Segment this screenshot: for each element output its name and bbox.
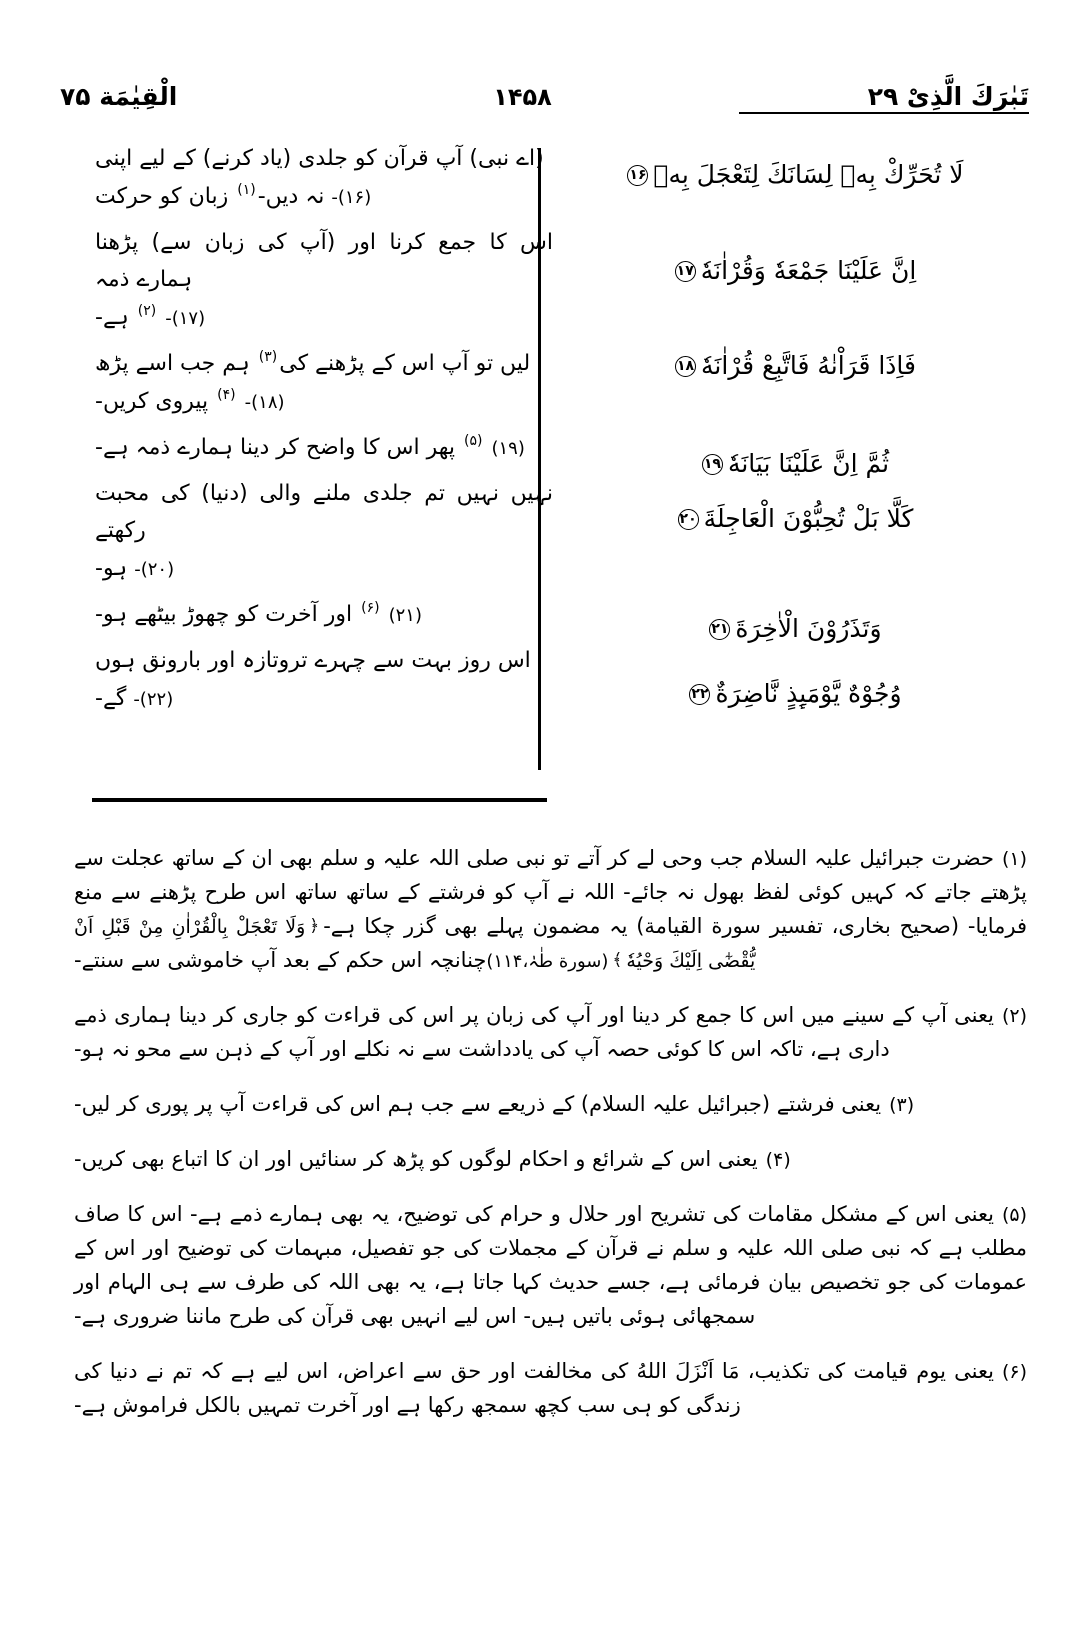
- translation-block: [95, 140, 553, 216]
- footnote-number: (۲): [1001, 1005, 1027, 1028]
- footnote-text: یعنی یوم قیامت کی تکذیب، مَا اَنْزَلَ اللهُ کی مخالفت اور حق سے اعراض، اس لیے ہے کہ تم نے دنیا کی زندگی کو ہی سب کچھ سمجھ رکھا ہے اور آخرت تمہیں بالکل فراموش ہے-: [74, 1359, 994, 1418]
- translation-text: گے-: [95, 685, 127, 711]
- translation-line: [95, 178, 553, 216]
- ayah-line: [565, 156, 1021, 194]
- translation-line: [95, 429, 553, 467]
- ayah-number: ۲۲: [689, 684, 710, 705]
- page-number: ۱۴۵۸: [493, 83, 552, 112]
- footnote-number: (۵): [1001, 1204, 1027, 1227]
- ayah-line: [565, 675, 1021, 713]
- translation-text: پھر اس کا واضح کر دینا ہمارے ذمہ ہے-: [95, 434, 456, 460]
- translation-block: [95, 429, 553, 467]
- page-header: [60, 62, 1029, 112]
- ornament-icon: ﴾: [612, 950, 623, 971]
- translation-line: [95, 475, 553, 551]
- translation-line: [95, 642, 553, 680]
- translation-text: اس روز بہت سے چہرے تروتازہ اور بارونق ہوں: [95, 647, 531, 673]
- ayah-line: [565, 610, 1021, 648]
- verse-reference: (۱۶)-: [331, 186, 372, 208]
- translation-text: نہیں نہیں تم جلدی ملنے والی (دنیا) کی محبت رکھتے: [95, 480, 553, 544]
- footnote-text: حضرت جبرائیل علیہ السلام جب وحی لے کر آتے تو نبی صلی اللہ علیہ و سلم بھی ان کے ساتھ عجلت سے پڑھتے جاتے کہ کہیں کوئی لفظ بھول نہ جائے- اللہ نے آپ کو فرشتے کے ساتھ ساتھ اس طرح پڑھنے سے منع فرمایا- (صحیح بخاری، تفسیر سورة القیامة) یہ مضمون پہلے بھی گزر چکا ہے-: [74, 846, 1027, 939]
- footnote-separator-rule: [92, 798, 547, 802]
- footnote-item: [74, 998, 1027, 1066]
- ayah-number: ۱۶: [627, 165, 648, 186]
- footnote-text: یعنی فرشتے (جبرائیل علیہ السلام) کے ذریعے سے جب ہم اس کی قراءت آپ پر پوری کر لیں-: [74, 1092, 882, 1117]
- ayah-text: فَاِذَا قَرَاْنٰهُ فَاتَّبِعْ قُرْاٰنَهٗ: [701, 351, 916, 380]
- footnote-number: (۱): [1001, 848, 1027, 870]
- ayah-line: [565, 347, 1021, 385]
- ornament-icon: ﴿: [309, 916, 320, 937]
- ayah-number: ۱۹: [702, 454, 723, 475]
- verse-reference: (۲۱): [388, 605, 422, 627]
- verse-reference: (۱۸)-: [244, 391, 285, 413]
- footnote-text: یعنی آپ کے سینے میں اس کا جمع کر دینا اور آپ کی زبان پر اس کی قراءت کو جاری کر دینا ہماری ذمے داری ہے، تاکہ اس کا کوئی حصہ آپ کی یادداشت سے نہ نکلے اور آپ کے ذہن سے محو نہ ہو-: [74, 1003, 994, 1062]
- translation-line: [95, 140, 553, 178]
- ayah-number: ۲۰: [678, 509, 699, 530]
- ayah-line: [565, 445, 1021, 483]
- translation-line: [95, 299, 553, 337]
- translation-block: [95, 224, 553, 337]
- translation-text: زبان کو حرکت: [95, 183, 229, 209]
- footnote-ref: (۴): [217, 386, 236, 403]
- translation-line: [95, 383, 553, 421]
- ayah-text: لَا تُحَرِّكْ بِهٖ لِسَانَكَ لِتَعْجَلَ بِهٖ: [653, 160, 964, 189]
- footnotes-section: [74, 820, 1027, 1424]
- verse-reference: (۲۰)-: [134, 559, 175, 581]
- translation-text: نہ دیں-: [257, 183, 325, 209]
- footnote-item: [74, 1142, 1027, 1176]
- footnote-number: (۶): [1001, 1361, 1027, 1384]
- footnote-quran-quote: وَلَا تَعْجَلْ بِالْقُرْاٰنِ مِنْ قَبْلِ اَنْ يُّقْضٰٓى اِلَيْكَ وَحْيُهٗ: [74, 916, 756, 973]
- urdu-translation-column: [89, 140, 559, 770]
- footnote-item: [74, 841, 1027, 977]
- verse-reference: (۲۲)-: [133, 688, 174, 710]
- ayah-number: ۱۸: [675, 356, 696, 377]
- translation-text: لیں تو آپ اس کے پڑھنے کی: [279, 351, 531, 377]
- translation-line: [95, 680, 553, 718]
- verse-reference: (۱۹): [491, 437, 525, 459]
- footnote-number: (۴): [765, 1149, 791, 1172]
- ayah-number: ۱۷: [675, 261, 696, 282]
- translation-line: [95, 596, 553, 634]
- translation-block: [95, 475, 553, 588]
- translation-block: [95, 596, 553, 634]
- translation-text: (اے نبی) آپ قرآن کو جلدی (یاد کرنے) کے لیے اپنی: [95, 146, 544, 171]
- translation-line: [95, 345, 553, 383]
- translation-text: اور آخرت کو چھوڑ بیٹھے ہو-: [95, 602, 353, 628]
- footnote-ref: (۱): [237, 181, 256, 198]
- footnote-item: [74, 1087, 1027, 1121]
- ayah-text: ثُمَّ اِنَّ عَلَيْنَا بَيَانَهٗ: [727, 448, 890, 478]
- ayah-text: وُجُوْهٌ يَّوْمَىِٕذٍ نَّاضِرَةٌ: [715, 679, 902, 708]
- footnote-ref: (۲): [137, 303, 157, 320]
- footnote-text: یعنی اس کے مشکل مقامات کی تشریح اور حلال و حرام کی توضیح، یہ بھی ہمارے ذمے ہے- اس کا صاف مطلب ہے کہ نبی صلی اللہ علیہ و سلم نے قرآن کے مجملات کی جو تفصیل، مبہمات کی توضیح اور اس کے عمومات کی جو تخصیص بیان فرمائی ہے، جسے حدیث کہا جاتا ہے، یہ بھی اللہ کی طرف سے ہی الہام اور سمجھائی ہوئی باتیں ہیں- اس لیے انہیں بھی قرآن کی طرح ماننا ضروری ہے-: [74, 1202, 1027, 1329]
- header-divider-rule: [739, 112, 1029, 114]
- ayah-number: ۲۱: [709, 619, 730, 640]
- ayah-line: [565, 252, 1021, 290]
- footnote-citation: (سورة طٰہٰ،۱۱۴): [486, 951, 609, 973]
- ayah-line: [565, 500, 1021, 538]
- footnote-text: یعنی اس کے شرائع و احکام لوگوں کو پڑھ کر سنائیں اور ان کا اتباع بھی کریں-: [74, 1147, 758, 1172]
- translation-block: [95, 345, 553, 421]
- footnote-ref: (۵): [464, 432, 483, 449]
- surah-title: الْقِيٰمَة ۷۵: [60, 82, 178, 112]
- footnote-item: [74, 1354, 1027, 1422]
- translation-block: [95, 642, 553, 718]
- translation-text: ہو-: [95, 556, 128, 582]
- ayah-text: كَلَّا بَلْ تُحِبُّوْنَ الْعَاجِلَةَ: [703, 504, 914, 533]
- footnote-item: [74, 1197, 1027, 1333]
- ayah-text: اِنَّ عَلَيْنَا جَمْعَهٗ وَقُرْاٰنَهٗ: [700, 255, 917, 285]
- footnote-text-after: چنانچہ اس حکم کے بعد آپ خاموشی سے سنتے-: [74, 948, 487, 973]
- ayah-text: وَتَذَرُوْنَ الْاٰخِرَةَ: [735, 613, 882, 643]
- translation-text: پیروی کریں-: [95, 388, 209, 414]
- verse-reference: (۱۷)-: [165, 308, 206, 330]
- arabic-quran-column: [559, 140, 1027, 770]
- scripture-body: [78, 140, 1027, 770]
- translation-line: [95, 550, 553, 588]
- translation-text: ہے-: [95, 305, 129, 331]
- translation-text: ہم جب اسے پڑھ: [95, 351, 250, 377]
- footnote-ref: (۶): [361, 600, 380, 617]
- juz-title: تَبٰرَكَ الَّذِیْ ۲۹: [867, 82, 1029, 112]
- translation-line: [95, 224, 553, 300]
- translation-text: اس کا جمع کرنا اور (آپ کی زبان سے) پڑھنا ہمارے ذمہ: [95, 229, 553, 293]
- footnote-ref: (۳): [258, 349, 278, 366]
- footnote-number: (۳): [889, 1094, 915, 1117]
